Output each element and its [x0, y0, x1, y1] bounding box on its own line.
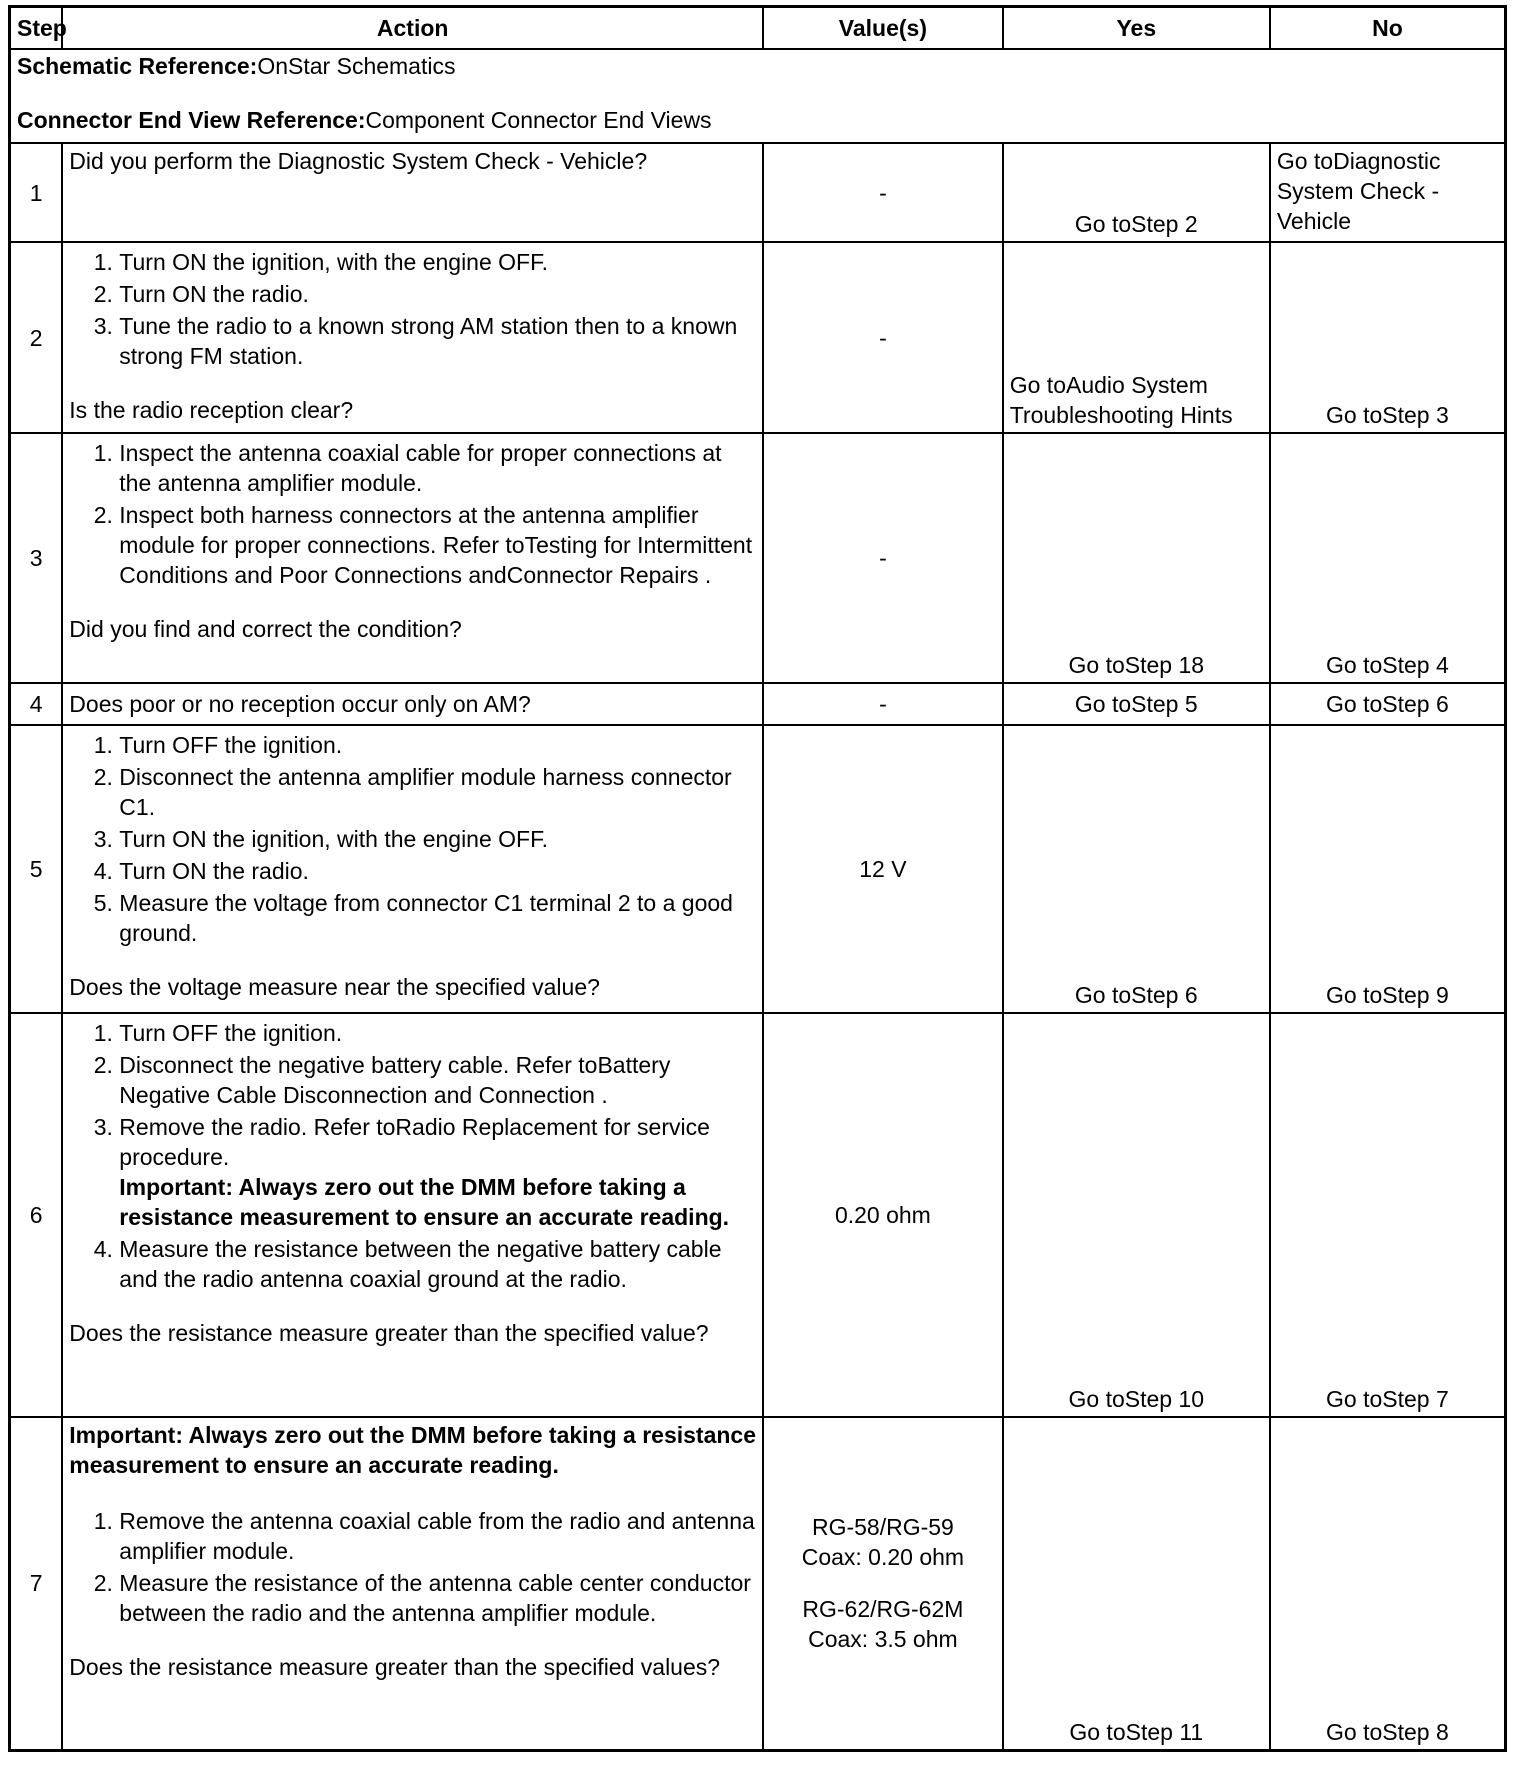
- action-question: Does poor or no reception occur only on AM?: [69, 691, 531, 717]
- action-question: Does the resistance measure greater than the specified values?: [69, 1654, 721, 1680]
- action-question: Does the voltage measure near the specified value?: [69, 974, 600, 1000]
- header-yes: Yes: [1003, 7, 1270, 50]
- action-question: Is the radio reception clear?: [69, 397, 354, 423]
- action-cell: [62, 1417, 763, 1750]
- table-row: [10, 1013, 1506, 1417]
- action-step: 2. Turn ON the radio.: [119, 279, 756, 309]
- yes-cell: Go toAudio System Troubleshooting Hints: [1003, 242, 1270, 433]
- value-cell: [763, 1417, 1003, 1750]
- step-number: 1: [10, 143, 63, 242]
- value-rg62-coax: Coax: 3.5 ohm: [808, 1626, 958, 1653]
- action-step: 5. Measure the voltage from connector C1 terminal 2 to a good ground.: [119, 888, 756, 948]
- value-cell: -: [763, 683, 1003, 725]
- value-cell: -: [763, 242, 1003, 433]
- step-number: 4: [10, 683, 63, 725]
- schematic-reference-value: OnStar Schematics: [257, 53, 456, 79]
- step-number: 6: [10, 1013, 63, 1417]
- value-cell: -: [763, 143, 1003, 242]
- action-steps: [69, 247, 756, 371]
- value-rg62-type: RG-62/RG-62M: [802, 1596, 964, 1623]
- action-step: 2. Disconnect the antenna amplifier module harness connector C1.: [119, 762, 756, 822]
- no-cell: Go toStep 7: [1270, 1013, 1506, 1417]
- action-steps: [69, 438, 756, 590]
- action-step: 1. Remove the antenna coaxial cable from the radio and antenna amplifier module.: [119, 1506, 756, 1566]
- action-cell: [62, 683, 763, 725]
- value-cell: 0.20 ohm: [763, 1013, 1003, 1417]
- table-row: [10, 1417, 1506, 1750]
- action-step-text: Remove the radio. Refer toRadio Replacement for service procedure.: [119, 1114, 710, 1170]
- header-no: No: [1270, 7, 1506, 50]
- yes-cell: Go toStep 10: [1003, 1013, 1270, 1417]
- connector-reference: [17, 106, 1498, 134]
- yes-cell: Go toStep 18: [1003, 433, 1270, 683]
- connector-reference-label: Connector End View Reference:: [17, 107, 366, 133]
- no-cell: Go toStep 8: [1270, 1417, 1506, 1750]
- action-cell: [62, 242, 763, 433]
- header-action: Action: [62, 7, 763, 50]
- action-steps: [69, 1018, 756, 1294]
- action-steps: [69, 1506, 756, 1628]
- yes-cell: Go toStep 5: [1003, 683, 1270, 725]
- diagnostic-table: [8, 5, 1507, 1752]
- important-note: Important: Always zero out the DMM before taking a resistance measurement to ensure an accurate reading.: [69, 1422, 757, 1478]
- action-step: 1. Inspect the antenna coaxial cable for proper connections at the antenna amplifier module.: [119, 438, 756, 498]
- schematic-reference: [17, 52, 1498, 80]
- action-cell: [62, 143, 763, 242]
- table-row: [10, 683, 1506, 725]
- no-cell: Go toStep 9: [1270, 725, 1506, 1013]
- action-step: 1. Turn OFF the ignition.: [119, 1018, 756, 1048]
- action-question: Did you find and correct the condition?: [69, 616, 462, 642]
- no-cell: Go toDiagnostic System Check - Vehicle: [1270, 143, 1506, 242]
- no-cell: Go toStep 6: [1270, 683, 1506, 725]
- action-step: 2. Measure the resistance of the antenna cable center conductor between the radio and the antenna amplifier module.: [119, 1568, 756, 1628]
- table-row: [10, 242, 1506, 433]
- step-number: 3: [10, 433, 63, 683]
- action-step: 1. Turn ON the ignition, with the engine OFF.: [119, 247, 756, 277]
- schematic-reference-label: Schematic Reference:: [17, 53, 258, 79]
- value-rg58: [770, 1512, 996, 1572]
- header-step: Step: [10, 7, 63, 50]
- action-cell: [62, 725, 763, 1013]
- action-step: 1. Turn OFF the ignition.: [119, 730, 756, 760]
- action-step: 2. Inspect both harness connectors at the antenna amplifier module for proper connections. Refer toTesting for Intermittent Conditions and Poor Connections andConnector Repairs .: [119, 500, 756, 590]
- action-steps: [69, 730, 756, 948]
- action-step: 4. Measure the resistance between the negative battery cable and the radio antenna coaxial ground at the radio.: [119, 1234, 756, 1294]
- yes-cell: Go toStep 2: [1003, 143, 1270, 242]
- action-question: Does the resistance measure greater than the specified value?: [69, 1320, 709, 1346]
- action-step: [119, 1112, 756, 1232]
- no-cell: Go toStep 3: [1270, 242, 1506, 433]
- action-step: 3. Turn ON the ignition, with the engine OFF.: [119, 824, 756, 854]
- table-row: [10, 433, 1506, 683]
- no-cell: Go toStep 4: [1270, 433, 1506, 683]
- header-values: Value(s): [763, 7, 1003, 50]
- action-cell: [62, 1013, 763, 1417]
- reference-row: [10, 49, 1506, 143]
- connector-reference-value: Component Connector End Views: [365, 107, 712, 133]
- value-rg62: [770, 1594, 996, 1654]
- value-cell: -: [763, 433, 1003, 683]
- action-question: Did you perform the Diagnostic System Check - Vehicle?: [69, 148, 648, 174]
- table-row: [10, 725, 1506, 1013]
- step-number: 2: [10, 242, 63, 433]
- important-note: Important: Always zero out the DMM before taking a resistance measurement to ensure an accurate reading.: [119, 1174, 730, 1230]
- step-number: 7: [10, 1417, 63, 1750]
- reference-cell: [10, 49, 1506, 143]
- yes-cell: Go toStep 6: [1003, 725, 1270, 1013]
- table-row: [10, 143, 1506, 242]
- action-step: 4. Turn ON the radio.: [119, 856, 756, 886]
- action-cell: [62, 433, 763, 683]
- action-step: 2. Disconnect the negative battery cable. Refer toBattery Negative Cable Disconnection and Connection .: [119, 1050, 756, 1110]
- step-number: 5: [10, 725, 63, 1013]
- yes-cell: Go toStep 11: [1003, 1417, 1270, 1750]
- action-step: 3. Tune the radio to a known strong AM station then to a known strong FM station.: [119, 311, 756, 371]
- value-cell: 12 V: [763, 725, 1003, 1013]
- value-rg58-coax: Coax: 0.20 ohm: [801, 1544, 965, 1571]
- header-row: [10, 7, 1506, 50]
- value-rg58-type: RG-58/RG-59: [811, 1514, 954, 1541]
